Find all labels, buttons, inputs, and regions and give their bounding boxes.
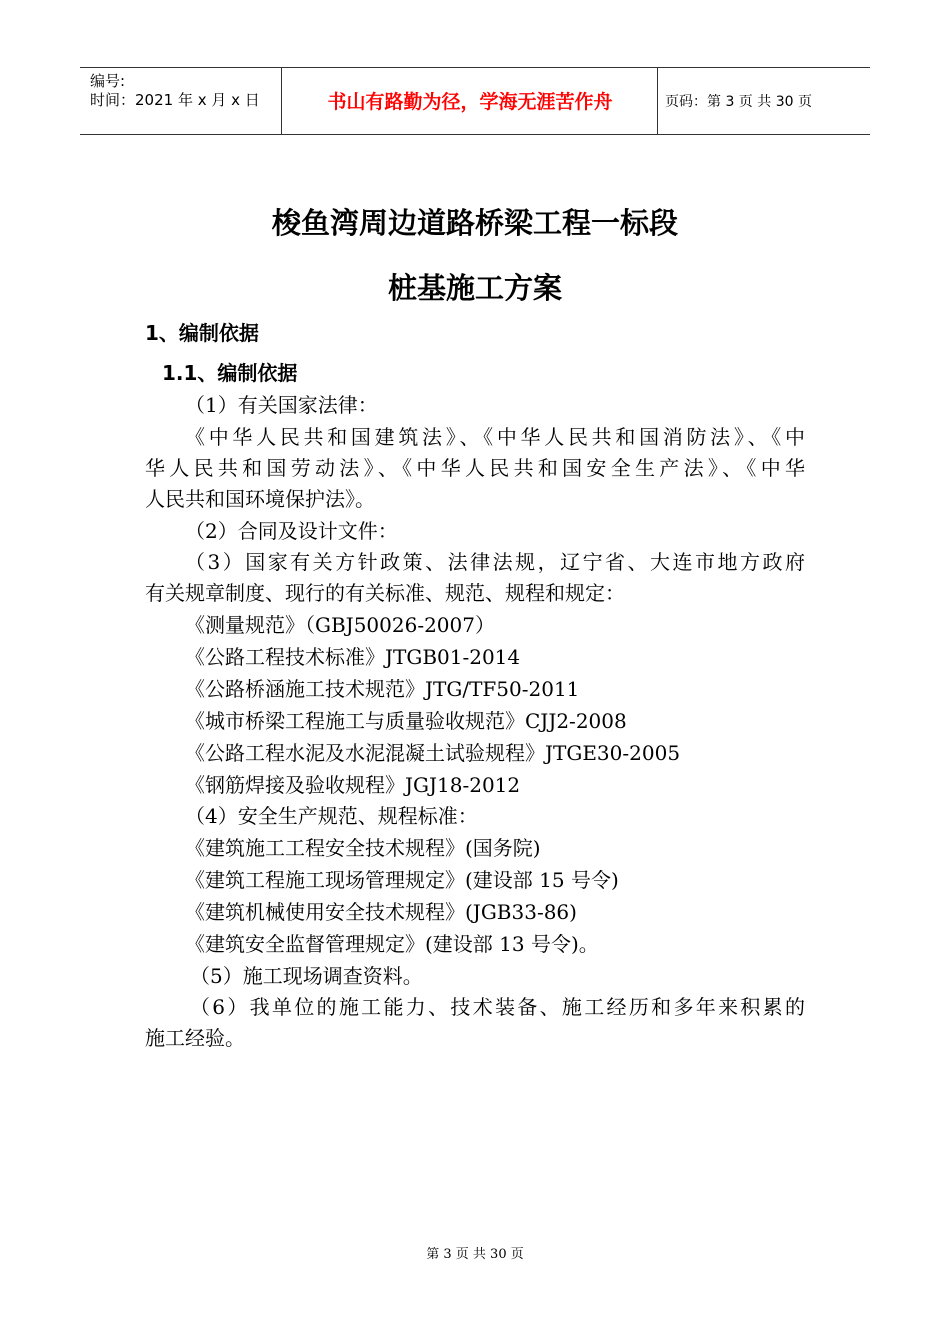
body-line: 《建筑工程施工现场管理规定》(建设部 15 号令) xyxy=(185,868,619,892)
body-line: （5）施工现场调查资料。 xyxy=(190,964,423,988)
body-line: （1）有关国家法律： xyxy=(185,393,378,417)
header-meta xyxy=(90,72,260,110)
body-line: 《公路桥涵施工技术规范》JTG/TF50-2011 xyxy=(185,677,580,701)
body-line: （4）安全生产规范、规程标准： xyxy=(185,804,478,828)
page-footer: 第 3 页 共 30 页 xyxy=(426,1247,524,1262)
header-page-info: 页码：第 3 页 共 30 页 xyxy=(665,94,812,110)
body-line: （2）合同及设计文件： xyxy=(185,519,398,543)
page-header xyxy=(80,67,870,135)
body-line: 华人民共和国劳动法》、《中华人民共和国安全生产法》、《中华 xyxy=(145,456,805,480)
body-line: 《建筑施工工程安全技术规程》(国务院) xyxy=(185,836,541,860)
document-title-line1: 梭鱼湾周边道路桥梁工程一标段 xyxy=(271,206,678,240)
body-line: 《公路工程水泥及水泥混凝土试验规程》JTGE30-2005 xyxy=(185,741,681,765)
header-motto: 书山有路勤为径，学海无涯苦作舟 xyxy=(327,91,613,113)
body-line: 《中华人民共和国建筑法》、《中华人民共和国消防法》、《中 xyxy=(185,425,805,449)
body-line: 《公路工程技术标准》JTGB01-2014 xyxy=(185,645,521,669)
subsection-heading: 1.1、编制依据 xyxy=(162,361,298,385)
body-line: （6）我单位的施工能力、技术装备、施工经历和多年来积累的 xyxy=(190,995,805,1019)
body-line: 施工经验。 xyxy=(145,1026,245,1050)
document-title-line2: 桩基施工方案 xyxy=(387,271,562,305)
header-time-label: 时间：2021 年 x 月 x 日 xyxy=(90,91,260,109)
body-line: 有关规章制度、现行的有关标准、规范、规程和规定： xyxy=(145,581,625,605)
body-line: 人民共和国环境保护法》。 xyxy=(145,487,375,511)
body-line: 《钢筋焊接及验收规程》JGJ18-2012 xyxy=(185,773,521,797)
body-line: 《城市桥梁工程施工与质量验收规范》CJJ2-2008 xyxy=(185,709,627,733)
body-line: （3）国家有关方针政策、法律法规，辽宁省、大连市地方政府 xyxy=(185,550,805,574)
section-heading: 1、编制依据 xyxy=(145,321,259,345)
header-number-label: 编号: xyxy=(90,72,126,90)
header-divider-right xyxy=(657,68,658,134)
body-line: 《建筑安全监督管理规定》(建设部 13 号令)。 xyxy=(185,932,599,956)
body-line: 《建筑机械使用安全技术规程》(JGB33-86) xyxy=(185,900,577,924)
body-line: 《测量规范》（GBJ50026-2007） xyxy=(185,613,495,637)
